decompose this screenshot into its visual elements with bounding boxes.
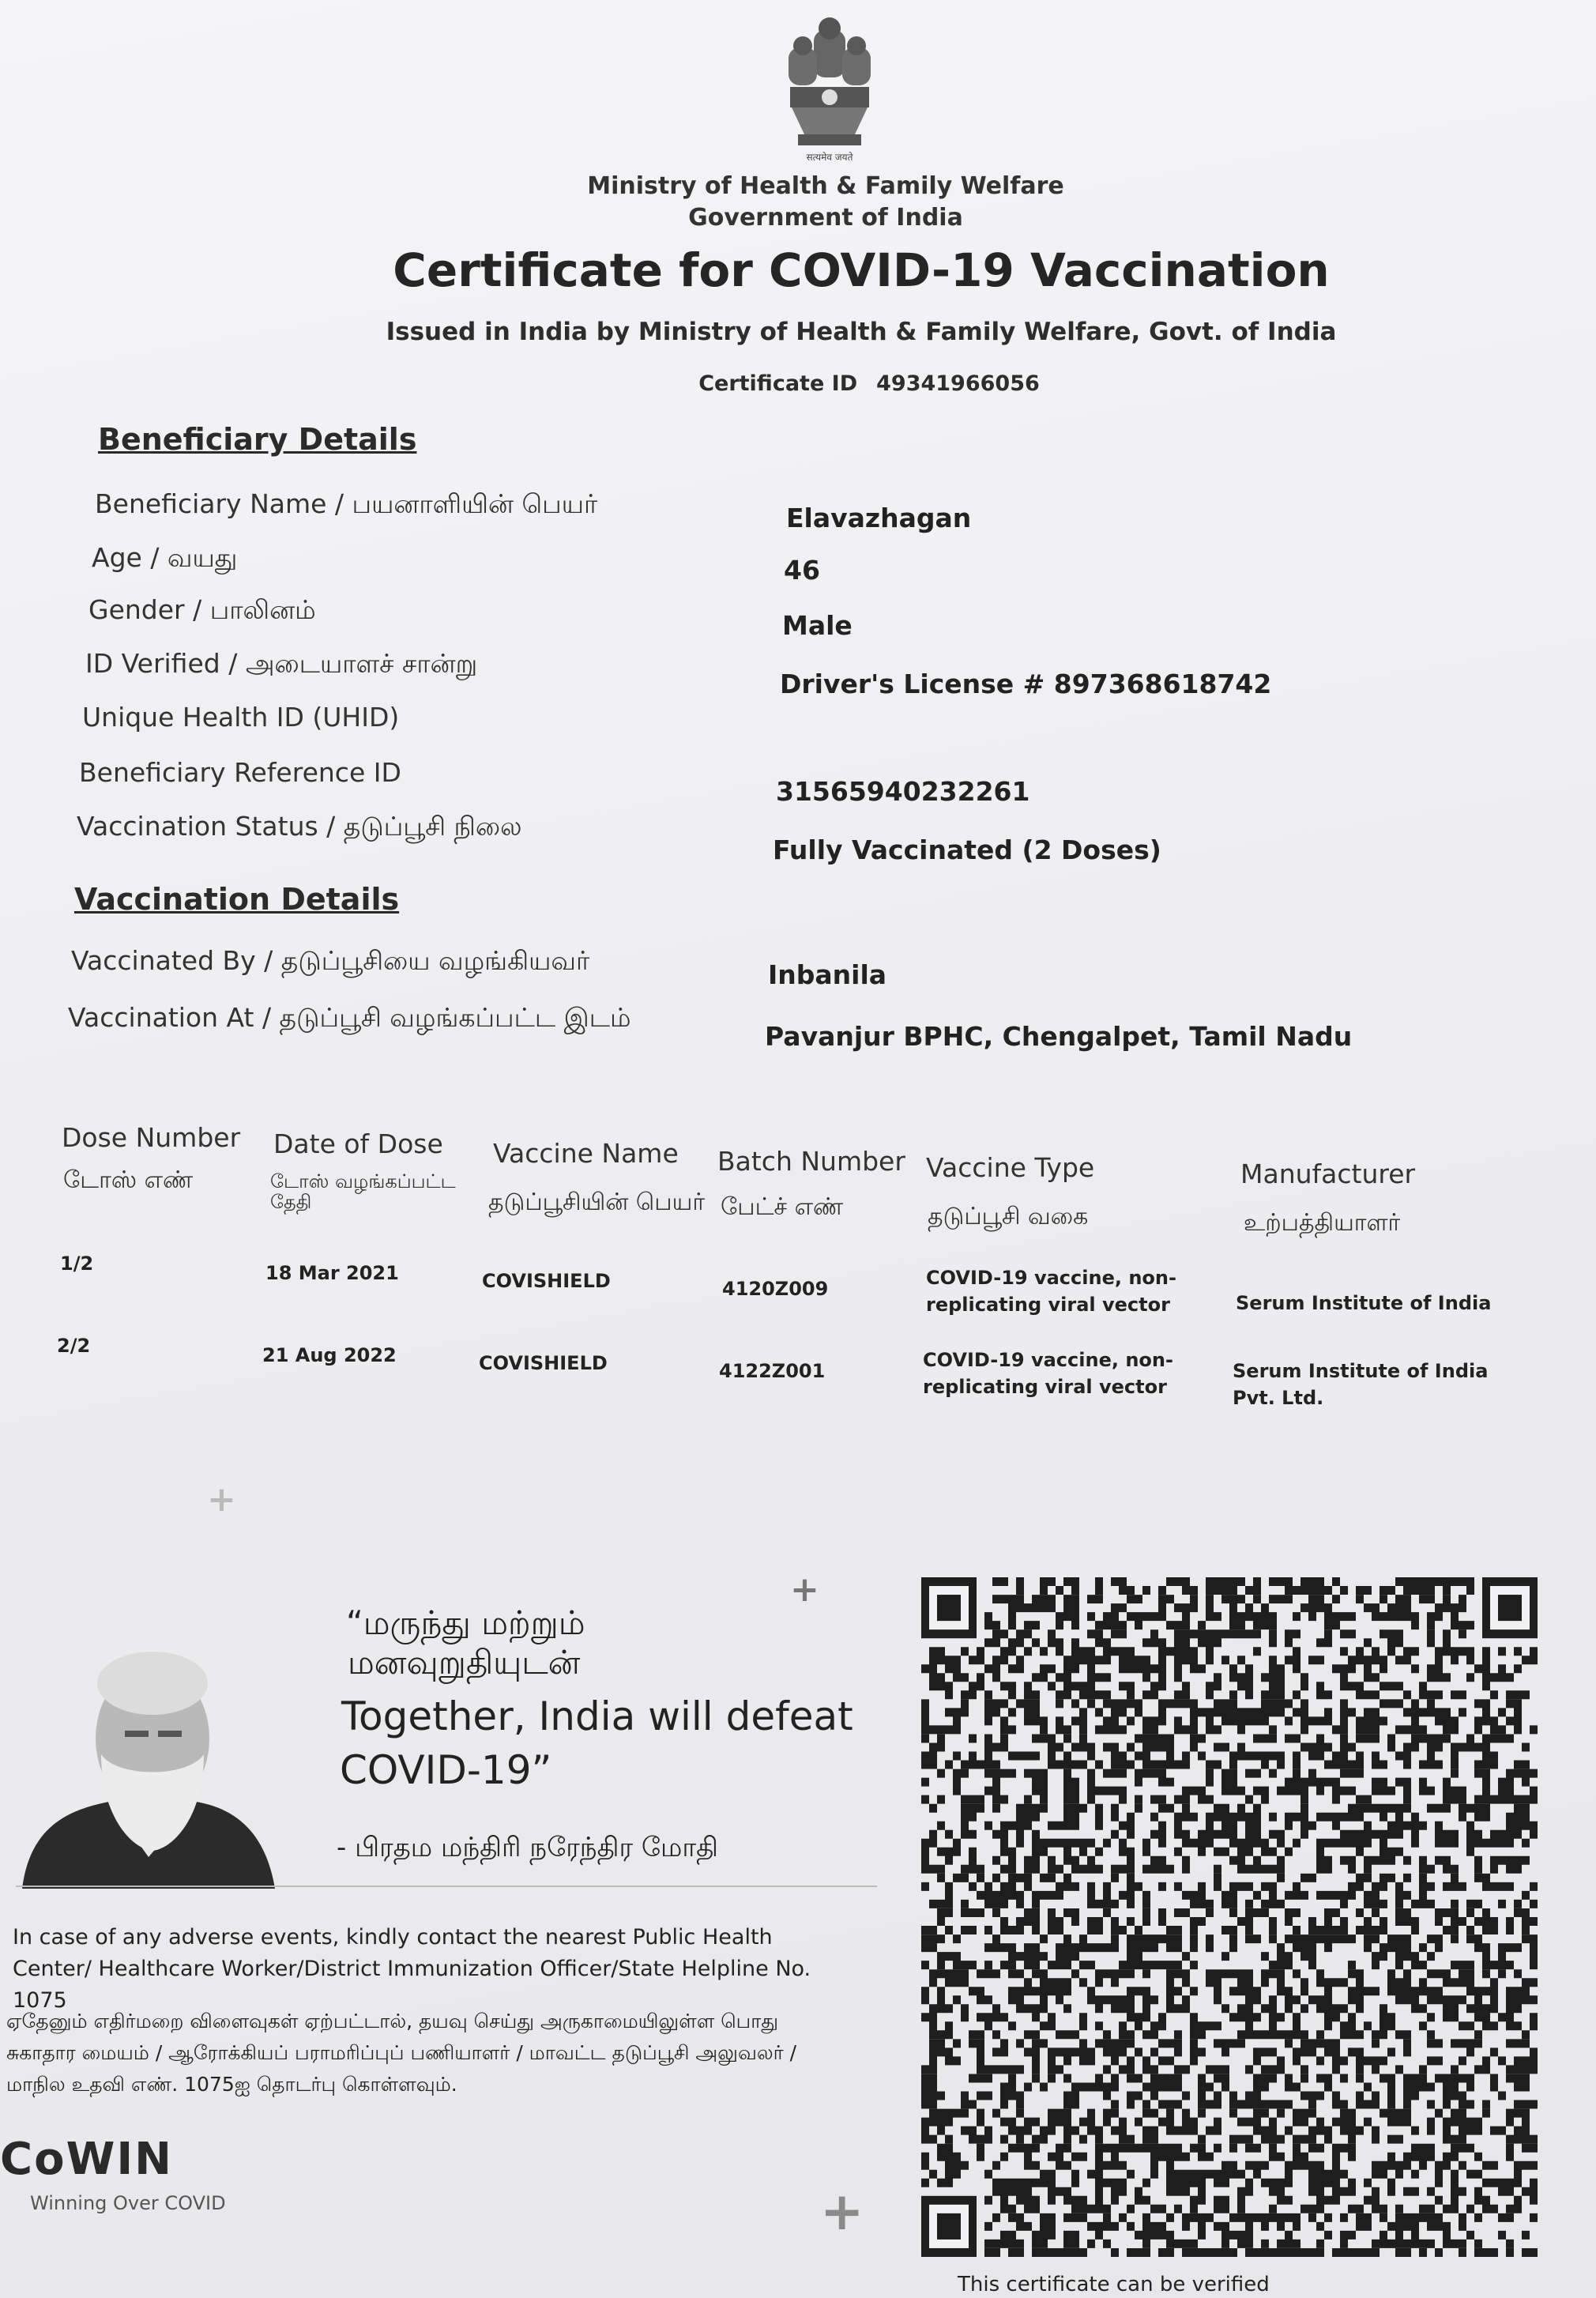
row1-manufacturer: Serum Institute of India (1236, 1292, 1492, 1314)
qr-finder-pattern (921, 1577, 977, 1638)
government-name: Government of India (688, 204, 963, 232)
header-manufacturer: Manufacturer (1240, 1158, 1416, 1189)
header-manufacturer-ta: உற்பத்தியாளர் (1244, 1209, 1401, 1237)
certificate-id (632, 371, 1106, 396)
decorative-plus-icon: + (820, 2181, 864, 2242)
beneficiary-heading: Beneficiary Details (98, 422, 417, 457)
national-emblem-icon (774, 16, 885, 166)
certificate-title: Certificate for COVID-19 Vaccination (393, 243, 1330, 297)
quote-english-line2: COVID-19” (340, 1747, 552, 1793)
header-date-of-dose-ta: டோஸ் வழங்கப்பட்ட தேதி (270, 1170, 456, 1213)
vaccination-at-label: Vaccination At / தடுப்பூசி வழங்கப்பட்ட இடம் (68, 1002, 631, 1033)
id-verified-label: ID Verified / அடையாளச் சான்று (85, 648, 478, 679)
prime-minister-portrait (14, 1620, 283, 1889)
header-dose-number-ta: டோஸ் எண் (63, 1166, 194, 1194)
adverse-events-notice: In case of any adverse events, kindly contact the nearest Public Health Center/ Healthcare Worker/District Immunization Officer/State Helpline No. 1075 (13, 1925, 811, 2013)
row2-type: COVID-19 vaccine, non-replicating viral vector (923, 1349, 1173, 1398)
uhid-label: Unique Health ID (UHID) (82, 702, 400, 733)
row1-vaccine: COVISHIELD (482, 1270, 611, 1292)
row2-date: 21 Aug 2022 (262, 1344, 397, 1366)
header-vaccine-name-ta: தடுப்பூசியின் பெயர் (488, 1189, 705, 1216)
cowin-tagline: Winning Over COVID (30, 2192, 226, 2214)
header-date-of-dose: Date of Dose (273, 1128, 443, 1159)
vaccinated-by-value: Inbanila (768, 959, 887, 990)
beneficiary-name: Elavazhagan (786, 503, 972, 533)
cowin-logo: CoWIN (0, 2134, 174, 2185)
row2-vaccine: COVISHIELD (479, 1352, 608, 1374)
vaccinated-by-label: Vaccinated By / தடுப்பூசியை வழங்கியவர் (71, 945, 590, 976)
divider (16, 1885, 877, 1887)
vaccination-status-value: Fully Vaccinated (2 Doses) (773, 834, 1161, 865)
gender-label: Gender / பாலினம் (88, 594, 316, 625)
decorative-plus-icon: + (207, 1479, 236, 1520)
header-vaccine-type-ta: தடுப்பூசி வகை (928, 1203, 1089, 1230)
qr-code (921, 1577, 1538, 2257)
id-verified-value: Driver's License # 897368618742 (780, 669, 1272, 699)
row2-batch: 4122Z001 (719, 1360, 826, 1382)
gender-value: Male (782, 610, 853, 641)
row1-type: COVID-19 vaccine, non-replicating viral vector (926, 1267, 1176, 1316)
adverse-events-notice-tamil: ஏதேனும் எதிர்மறை விளைவுகள் ஏற்பட்டால், தயவு செய்து அருகாமையிலுள்ள பொது சுகாதார மையம் / ஆரோக்கியப் பராமரிப்புப் பணியாளர் / மாவட்ட தடுப்பூசி அலுவலர் / மாநில உதவி எண். 1075ஐ தொடர்பு கொள்ளவும். (6, 2010, 797, 2096)
reference-id-label: Beneficiary Reference ID (79, 757, 401, 788)
row1-dose: 1/2 (60, 1253, 94, 1275)
issued-by: Issued in India by Ministry of Health & Family Welfare, Govt. of India (386, 318, 1337, 346)
vaccination-heading: Vaccination Details (74, 882, 400, 917)
header-batch-number: Batch Number (717, 1146, 905, 1177)
beneficiary-name-label: Beneficiary Name / பயனாளியின் பெயர் (95, 488, 598, 519)
certificate-id-label: Certificate ID (698, 371, 858, 396)
row1-batch: 4120Z009 (722, 1278, 829, 1300)
reference-id-value: 31565940232261 (776, 776, 1030, 807)
emblem-motto: सत्यमेव जयते (806, 152, 853, 163)
vaccination-at-value: Pavanjur BPHC, Chengalpet, Tamil Nadu (765, 1021, 1353, 1052)
header-vaccine-name: Vaccine Name (493, 1138, 679, 1169)
header-vaccine-type: Vaccine Type (926, 1152, 1095, 1183)
age-label: Age / வயது (92, 542, 238, 573)
qr-finder-pattern (921, 2196, 977, 2257)
decorative-plus-icon: + (790, 1569, 819, 1610)
quote-english-line1: Together, India will defeat (341, 1693, 853, 1739)
qr-finder-pattern (1482, 1577, 1538, 1638)
header-batch-number-ta: பேட்ச் எண் (721, 1193, 844, 1221)
row2-manufacturer: Serum Institute of India Pvt. Ltd. (1233, 1360, 1489, 1409)
quote-attribution: - பிரதம மந்திரி நரேந்திர மோதி (337, 1832, 718, 1863)
qr-modules (921, 1577, 1538, 2257)
row1-date: 18 Mar 2021 (265, 1262, 399, 1284)
quote-tamil-line1: “மருந்து மற்றும் (346, 1603, 585, 1642)
vaccination-status-label: Vaccination Status / தடுப்பூசி நிலை (77, 811, 522, 842)
quote-tamil-line2: மனவுறுதியுடன் (348, 1643, 581, 1682)
row2-dose: 2/2 (57, 1335, 91, 1357)
certificate-id-value: 49341966056 (876, 371, 1040, 396)
age-value: 46 (784, 555, 820, 586)
header-dose-number: Dose Number (62, 1122, 241, 1153)
ministry-name: Ministry of Health & Family Welfare (587, 172, 1064, 200)
verification-footer: This certificate can be verified (958, 2273, 1270, 2296)
